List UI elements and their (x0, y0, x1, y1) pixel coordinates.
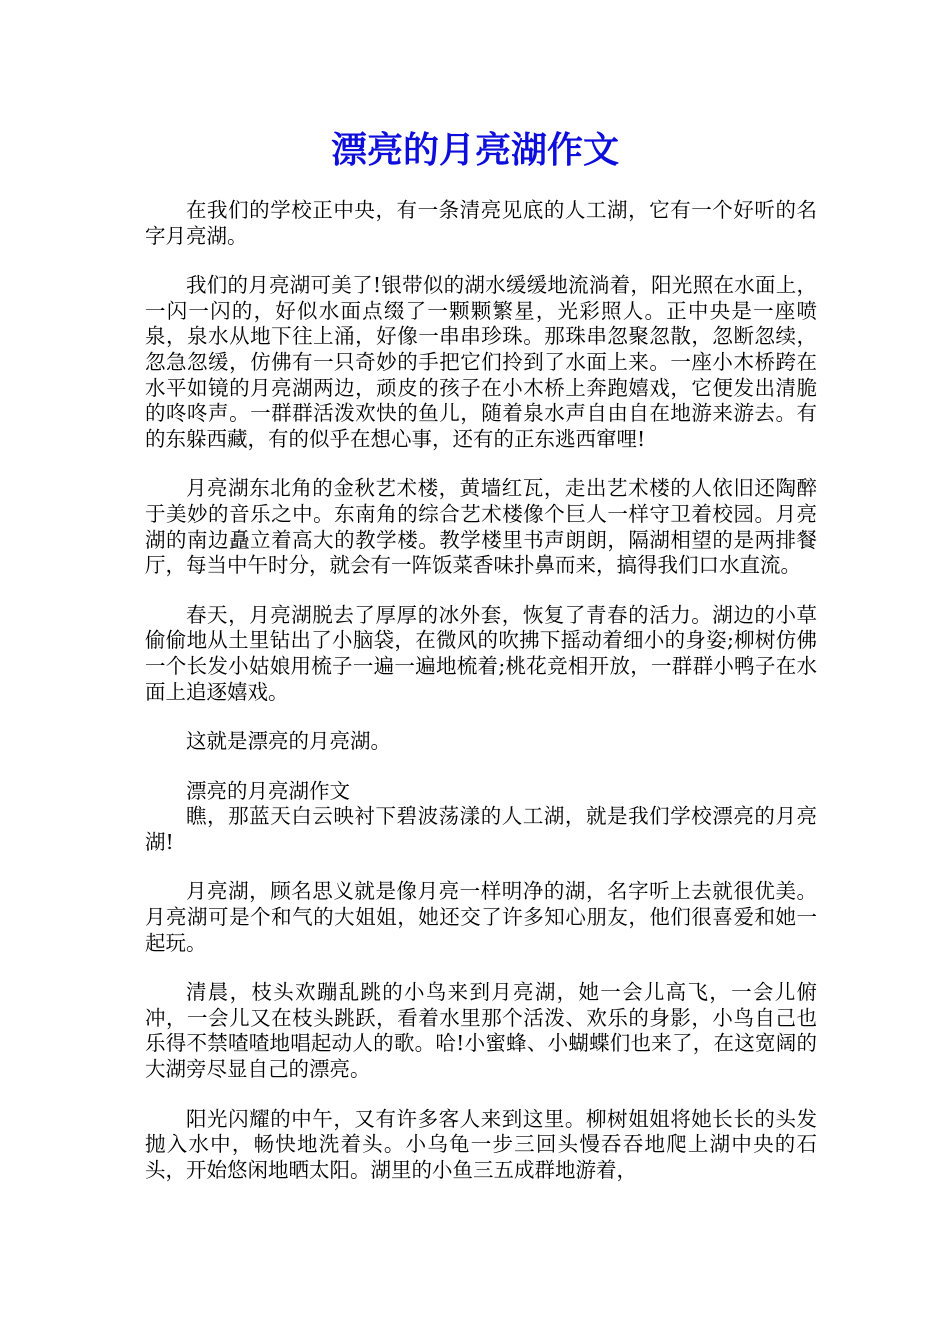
paragraph: 春天，月亮湖脱去了厚厚的冰外套，恢复了青春的活力。湖边的小草偷偷地从土里钻出了小脑袋，在微风的吹拂下摇动着细小的身姿;柳树仿佛一个长发小姑娘用梳子一遍一遍地梳着;桃花竞相开放，一群群小鸭子在水面上追逐嬉戏。 (145, 602, 817, 704)
paragraph: 阳光闪耀的中午，又有许多客人来到这里。柳树姐姐将她长长的头发抛入水中，畅快地洗着头。小乌龟一步三回头慢吞吞地爬上湖中央的石头，开始悠闲地晒太阳。湖里的小鱼三五成群地游着， (145, 1106, 817, 1182)
paragraph: 这就是漂亮的月亮湖。 (186, 729, 391, 754)
paragraph: 瞧，那蓝天白云映衬下碧波荡漾的人工湖，就是我们学校漂亮的月亮湖! (145, 804, 817, 854)
document-body (145, 198, 817, 1207)
section-heading: 漂亮的月亮湖作文 (186, 778, 350, 803)
document-title: 漂亮的月亮湖作文 (330, 129, 619, 171)
paragraph: 月亮湖，顾名思义就是像月亮一样明净的湖，名字听上去就很优美。月亮湖可是个和气的大姐姐，她还交了许多知心朋友，他们很喜爱和她一起玩。 (145, 879, 817, 955)
paragraph: 我们的月亮湖可美了!银带似的湖水缓缓地流淌着，阳光照在水面上，一闪一闪的，好似水面点缀了一颗颗繁星，光彩照人。正中央是一座喷泉，泉水从地下往上涌，好像一串串珍珠。那珠串忽聚忽散，忽断忽续，忽急忽缓，仿佛有一只奇妙的手把它们拎到了水面上来。一座小木桥跨在水平如镜的月亮湖两边，顽皮的孩子在小木桥上奔跑嬉戏，它便发出清脆的咚咚声。一群群活泼欢快的鱼儿，随着泉水声自由自在地游来游去。有的东躲西藏，有的似乎在想心事，还有的正东逃西窜哩! (145, 273, 817, 451)
paragraph: 月亮湖东北角的金秋艺术楼，黄墙红瓦，走出艺术楼的人依旧还陶醉于美妙的音乐之中。东南角的综合艺术楼像个巨人一样守卫着校园。月亮湖的南边矗立着高大的教学楼。教学楼里书声朗朗，隔湖相望的是两排餐厅，每当中午时分，就会有一阵饭菜香味扑鼻而来，搞得我们口水直流。 (145, 476, 817, 578)
paragraph: 清晨，枝头欢蹦乱跳的小鸟来到月亮湖，她一会儿高飞，一会儿俯冲，一会儿又在枝头跳跃，看着水里那个活泼、欢乐的身影，小鸟自己也乐得不禁喳喳地唱起动人的歌。哈!小蜜蜂、小蝴蝶们也来了，在这宽阔的大湖旁尽显自己的漂亮。 (145, 980, 817, 1082)
paragraph: 在我们的学校正中央，有一条清亮见底的人工湖，它有一个好听的名字月亮湖。 (145, 198, 817, 248)
